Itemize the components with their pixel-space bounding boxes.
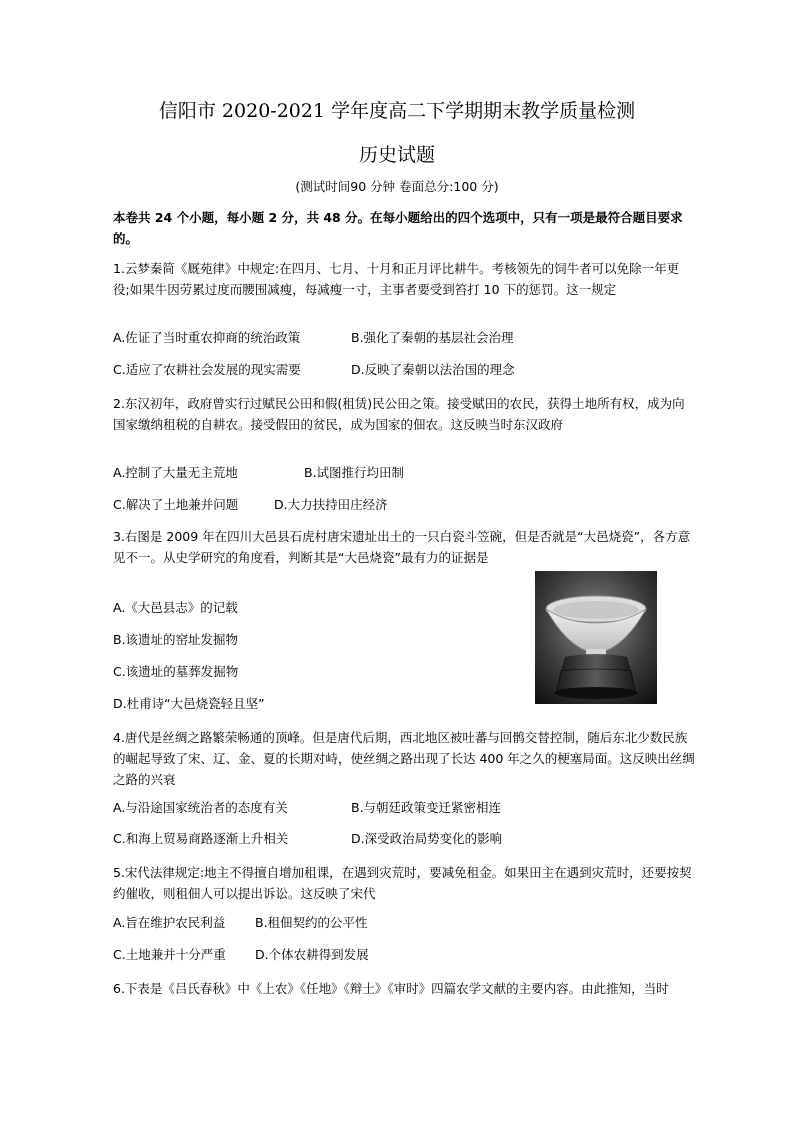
question-2-stem: 2.东汉初年，政府曾实行过赋民公田和假(租赁)民公田之策。接受赋田的农民，获得土地所有权，成为向国家缴纳租税的自耕农。接受假田的贫民，成为国家的佃农。这反映当时东汉政府 [113,396,685,432]
question-1-option-c[interactable]: C.适应了农耕社会发展的现实需要 [113,362,301,377]
question-3-option-b[interactable]: B.该遗址的窑址发掘物 [113,632,239,647]
question-1-stem: 1.云梦秦简《厩苑律》中规定:在四月、七月、十月和正月评比耕牛。考核领先的饲牛者可以免除一年更役;如果牛因劳累过度而腰围减瘦，每减瘦一寸，主事者要受到笞打 10 下的惩罚。这一规定 [113,261,680,297]
question-2-option-c[interactable]: C.解决了土地兼并问题 [113,497,239,512]
exam-info: (测试时间90 分钟 卷面总分:100 分) [295,179,499,194]
question-4-option-c[interactable]: C.和海上贸易商路逐渐上升相关 [113,831,289,846]
question-4-option-a[interactable]: A.与沿途国家统治者的态度有关 [113,800,288,815]
question-1-option-d[interactable]: D.反映了秦朝以法治国的理念 [351,362,515,377]
question-4-option-b[interactable]: B.与朝廷政策变迁紧密相连 [351,800,502,815]
question-4-option-d[interactable]: D.深受政治局势变化的影响 [351,831,503,846]
question-5-option-a[interactable]: A.旨在维护农民利益 [113,915,226,930]
question-3-option-a[interactable]: A.《大邑县志》的记载 [113,600,238,615]
question-6-stem: 6.下表是《吕氏春秋》中《上农》《任地》《辩土》《审时》四篇农学文献的主要内容。由此推知，当时 [113,981,669,996]
question-3-option-c[interactable]: C.该遗址的墓葬发掘物 [113,664,239,679]
porcelain-bowl-image [535,571,657,704]
question-5-option-c[interactable]: C.土地兼并十分严重 [113,947,226,962]
question-3-option-d[interactable]: D.杜甫诗“大邑烧瓷轻且坚” [113,696,265,711]
question-2-option-a[interactable]: A.控制了大量无主荒地 [113,465,238,480]
question-4-stem: 4.唐代是丝绸之路繁荣畅通的顶峰。但是唐代后期，西北地区被吐蕃与回鹘交替控制，随后东北少数民族的崛起导致了宋、辽、金、夏的长期对峙，使丝绸之路出现了长达 400 年之久的梗塞局面。这反映出丝绸之路的兴衰 [113,730,695,787]
subject-title: 历史试题 [358,144,435,166]
question-1-option-a[interactable]: A.佐证了当时重农抑商的统治政策 [113,330,301,345]
question-5-stem: 5.宋代法律规定:地主不得擅自增加租课，在遇到灾荒时，要减免租金。如果田主在遇到灾荒时，还要按契约催收，则租佃人可以提出诉讼。这反映了宋代 [113,865,692,901]
question-2-option-d[interactable]: D.大力扶持田庄经济 [274,497,388,512]
question-5-option-d[interactable]: D.个体农耕得到发展 [255,947,369,962]
instructions: 本卷共 24 个小题，每小题 2 分，共 48 分。在每小题给出的四个选项中，只有一项是最符合题目要求的。 [113,210,683,246]
exam-title: 信阳市 2020-2021 学年度高二下学期期末教学质量检测 [158,100,636,122]
question-5-option-b[interactable]: B.租佃契约的公平性 [255,915,368,930]
question-2-option-b[interactable]: B.试图推行均田制 [304,465,405,480]
question-1-option-b[interactable]: B.强化了秦朝的基层社会治理 [351,330,514,345]
question-3-stem: 3.右图是 2009 年在四川大邑县石虎村唐宋遗址出土的一只白瓷斗笠碗，但是否就是“大邑烧瓷”，各方意见不一。从史学研究的角度看，判断其是“大邑烧瓷”最有力的证据是 [113,529,691,565]
